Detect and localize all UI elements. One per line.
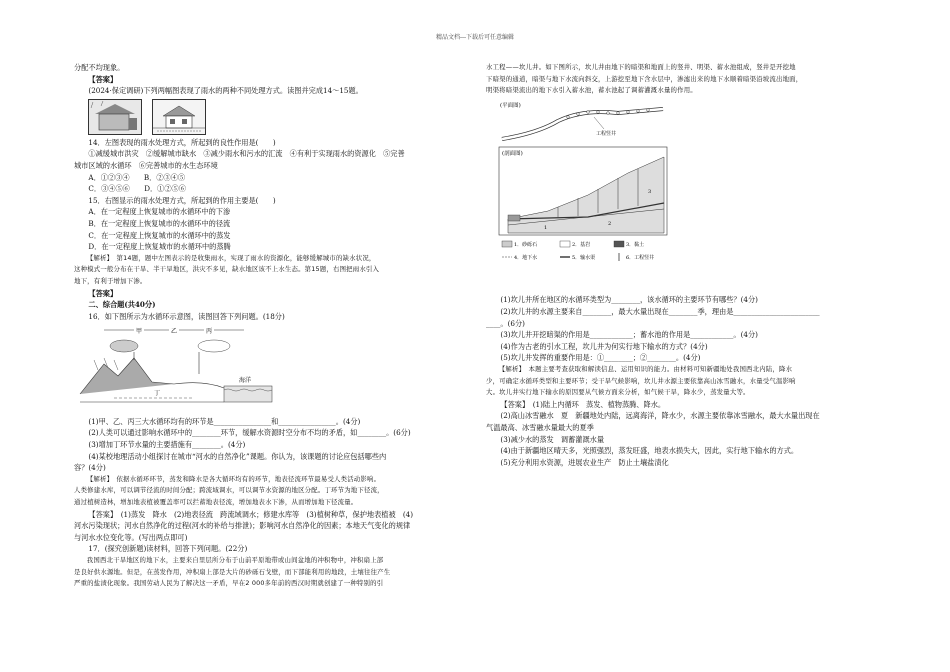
explanation: 【解析】 依据水循环环节，蒸发和降水是各大循环均有的环节，地表径流环节最易受人类活动影响。 — [86, 474, 381, 483]
answer-label: 【答案】 — [88, 74, 118, 84]
option-b: B．在一定程度上恢复城市的水循环中的径流 — [88, 218, 231, 228]
question-15: 15．右图显示的雨水处理方式，所起到的作用主要是( ) — [88, 195, 276, 205]
explanation: 少，可确定水循环类型和主要环节；受干旱气候影响，坎儿井水源主要依靠高山冰雪融水，水量受气温影响 — [486, 376, 796, 385]
legend-3: 3．黏土 — [626, 241, 645, 248]
q16-sub4: (4)某校地理活动小组探讨在城市“河水的自然净化”课题。你认为，该课题的讨论应包括哪些内 — [88, 451, 387, 461]
answer-label: 【答案】 — [88, 288, 118, 298]
answer: (4)由于新疆地区晴天多，光照强烈，蒸发旺盛，地表水损失大，因此，实行地下输水的方式。 — [500, 446, 799, 456]
label-yi: 乙 — [171, 328, 178, 336]
option-c: C．在一定程度上恢复城市的水循环中的蒸发 — [88, 230, 231, 240]
material: 明渠将暗渠流出的地下水引入蓄水池，蓄水池起了调蓄灌溉水量的作用。 — [486, 86, 697, 95]
label-haiyang: 海洋 — [239, 377, 252, 385]
explanation: 人类修建水库，可以调节径流的时间分配；跨流域调水，可以调节水资源的地区分配。丁环节为地下径流， — [74, 486, 384, 495]
question-intro: (2024·保定调研)下列两幅图表现了雨水的两种不同处理方式。读图并完成14～15题。 — [88, 86, 363, 96]
legend-5: 5．输水渠 — [572, 254, 596, 261]
q17-sub2: (2)坎儿井的水源主要来自________，最大水量出现在________季，理由是________________________ — [500, 306, 820, 316]
legend-1: 1．砂砾石 — [514, 241, 538, 248]
section-num-2: 2 — [608, 220, 612, 227]
question-17: 17．(探究创新题)读材料，回答下列问题。(22分) — [88, 544, 248, 554]
option-d: D．在一定程度上恢复城市的水循环中的蒸腾 — [88, 242, 231, 252]
section-num-3: 3 — [648, 188, 652, 195]
q17-sub3: (3)坎儿井开挖暗渠的作用是____________；蓄水池的作用是____________。(4分) — [500, 330, 758, 340]
answer: 【答案】 (1)陆上内循环 蒸发、植物蒸腾、降水。 — [500, 399, 666, 409]
explanation: 【解析】 本题主要考查获取和解读信息、运用知识的能力。由材料可知新疆地处我国西北内陆，降水 — [498, 364, 793, 373]
section-label: (剖面图) — [502, 150, 523, 157]
q16-sub3: (3)增加丁环节水量的主要措施有________。(4分) — [88, 440, 246, 450]
explanation: 这种模式一般分布在干旱、半干旱地区，洪灾不多见，缺水地区该不上水生态。第15题，右图把雨水引入 — [74, 265, 380, 274]
question-14: 14．左图表现的雨水处理方式，所起到的良性作用是( ) — [88, 137, 276, 147]
answer: (2)高山冰雪融水 夏 新疆地处内陆，远离海洋，降水少，水源主要依靠冰雪融水，最大水量出现在 — [500, 411, 820, 421]
material: 我国西北干旱地区的地下水，主要来自里层所分布于山前平原地带或山间盆地的冲积物中，冲积扇上部 — [86, 556, 384, 564]
label-jia: 甲 — [136, 328, 143, 336]
q16-sub2: (2)人类可以通过影响水循环中的________环节，缓解水资源时空分布不均的矛盾，如________。(6分) — [88, 428, 411, 438]
q17-sub4: (4)作为古老的引水工程，坎儿井为何实行地下输水的方式？(4分) — [500, 341, 708, 351]
material: 严重的盐渍化现象。我国劳动人民为了解决这一矛盾，早在2 000多年前的西汉时期就创建了一种特别的引 — [74, 579, 384, 588]
answer: 与河水水位变化等。(写出两点即可) — [74, 532, 188, 542]
label-ding: 丁 — [154, 390, 161, 398]
text-line: 城市区域的水循环 ⑥完善城市的水生态环境 — [74, 160, 218, 170]
options-cd: C．③④⑤⑥ D．①②⑤⑥ — [88, 184, 186, 194]
page-header: 精品文档---下载后可任意编辑 — [435, 34, 515, 41]
text-line: ____。(6分) — [486, 318, 525, 328]
q16-sub1: (1)甲、乙、丙三大水循环均有的环节是________________和________________。(4分) — [88, 416, 361, 426]
question-16: 16．如下图所示为水循环示意图，读图回答下列问题。(18分) — [88, 311, 285, 321]
q17-sub1: (1)坎儿井所在地区的水循环类型为________，该水循环的主要环节有哪些？(4分) — [500, 295, 758, 305]
rain-infiltration-figure — [152, 99, 206, 135]
text-line: 容？(4分) — [74, 463, 106, 473]
material: 下暗渠的通道，暗渠与地下水流向斜交，上游挖至地下含水层中，渗滤出来的地下水顺着暗渠沿坡流出地面， — [486, 74, 803, 83]
answer: 【答案】 (1)蒸发 降水 (2)地表径流 跨流域调水；修建水库等 (3)植树种草，保护地表植被 (4) — [88, 509, 414, 519]
answer: 气温最高、冰雪融水量最大的夏季 — [486, 422, 594, 432]
options-ab: A．①②③④ B．②③④⑤ — [88, 172, 186, 182]
material: 是良好供水源地。但是，在蒸发作用，冲积扇上部是大片的砂砾石戈壁，而下部能利用的地段，土壤往往产生 — [74, 567, 391, 576]
shaft-label: 工程竖井 — [596, 130, 617, 137]
plan-label: (平面图) — [500, 102, 521, 109]
explanation: 地下，有利于增加下渗。 — [74, 276, 147, 285]
material: 水工程——坎儿井。如下图所示，坎儿井由地下的暗渠和地面上的竖井、明渠、蓄水池组成，竖井是开挖地 — [486, 63, 796, 71]
section-title: 二、综合题(共40分) — [88, 300, 156, 310]
left-column — [74, 62, 466, 590]
water-cycle-diagram — [74, 324, 274, 410]
legend-2: 2．基岩 — [572, 241, 591, 248]
legend-4: 4．地下水 — [514, 254, 538, 261]
answer: 河水污染现状；河水自然净化的过程(河水的补给与排泄)；影响河水自然净化的因素；本地天气变化的规律 — [74, 521, 411, 531]
rain-collection-figure — [88, 99, 142, 135]
legend-6: 6．工程竖井 — [626, 254, 655, 261]
right-column — [486, 62, 878, 468]
section-num-1: 1 — [544, 224, 548, 231]
text-line: ①减缓城市洪灾 ②缓解城市缺水 ③减少雨水和污水的汇流 ④有利于实现雨水的资源化 ⑤完善 — [88, 149, 405, 159]
explanation: 【解析】 第14题，题中左图表示的是收集雨水，实现了雨水的资源化，能够缓解城市的缺水状况， — [86, 253, 376, 262]
option-a: A．在一定程度上恢复城市的水循环中的下渗 — [88, 207, 231, 217]
q17-sub5: (5)坎儿井发挥的重要作用是：①________；②________。(4分) — [500, 353, 701, 363]
karez-diagram — [498, 99, 668, 289]
rain-figures — [88, 99, 466, 135]
label-bing: 丙 — [206, 328, 213, 336]
explanation: 大。坎儿井实行地下输水的原因要从气候方面来分析，如气候干旱，降水少，蒸发量大等。 — [486, 388, 750, 397]
answer: (3)减少水的蒸发 调蓄灌溉水量 — [500, 434, 605, 444]
answer: (5)充分利用水资源，进展农业生产 防止土壤盐渍化 — [500, 457, 669, 467]
explanation: 通过植树造林，增加地表植被覆盖率可以拦蓄地表径流，增加地表水下渗，从而增加地下径流量。 — [74, 498, 358, 507]
text-line: 分配不均现象。 — [74, 63, 125, 72]
